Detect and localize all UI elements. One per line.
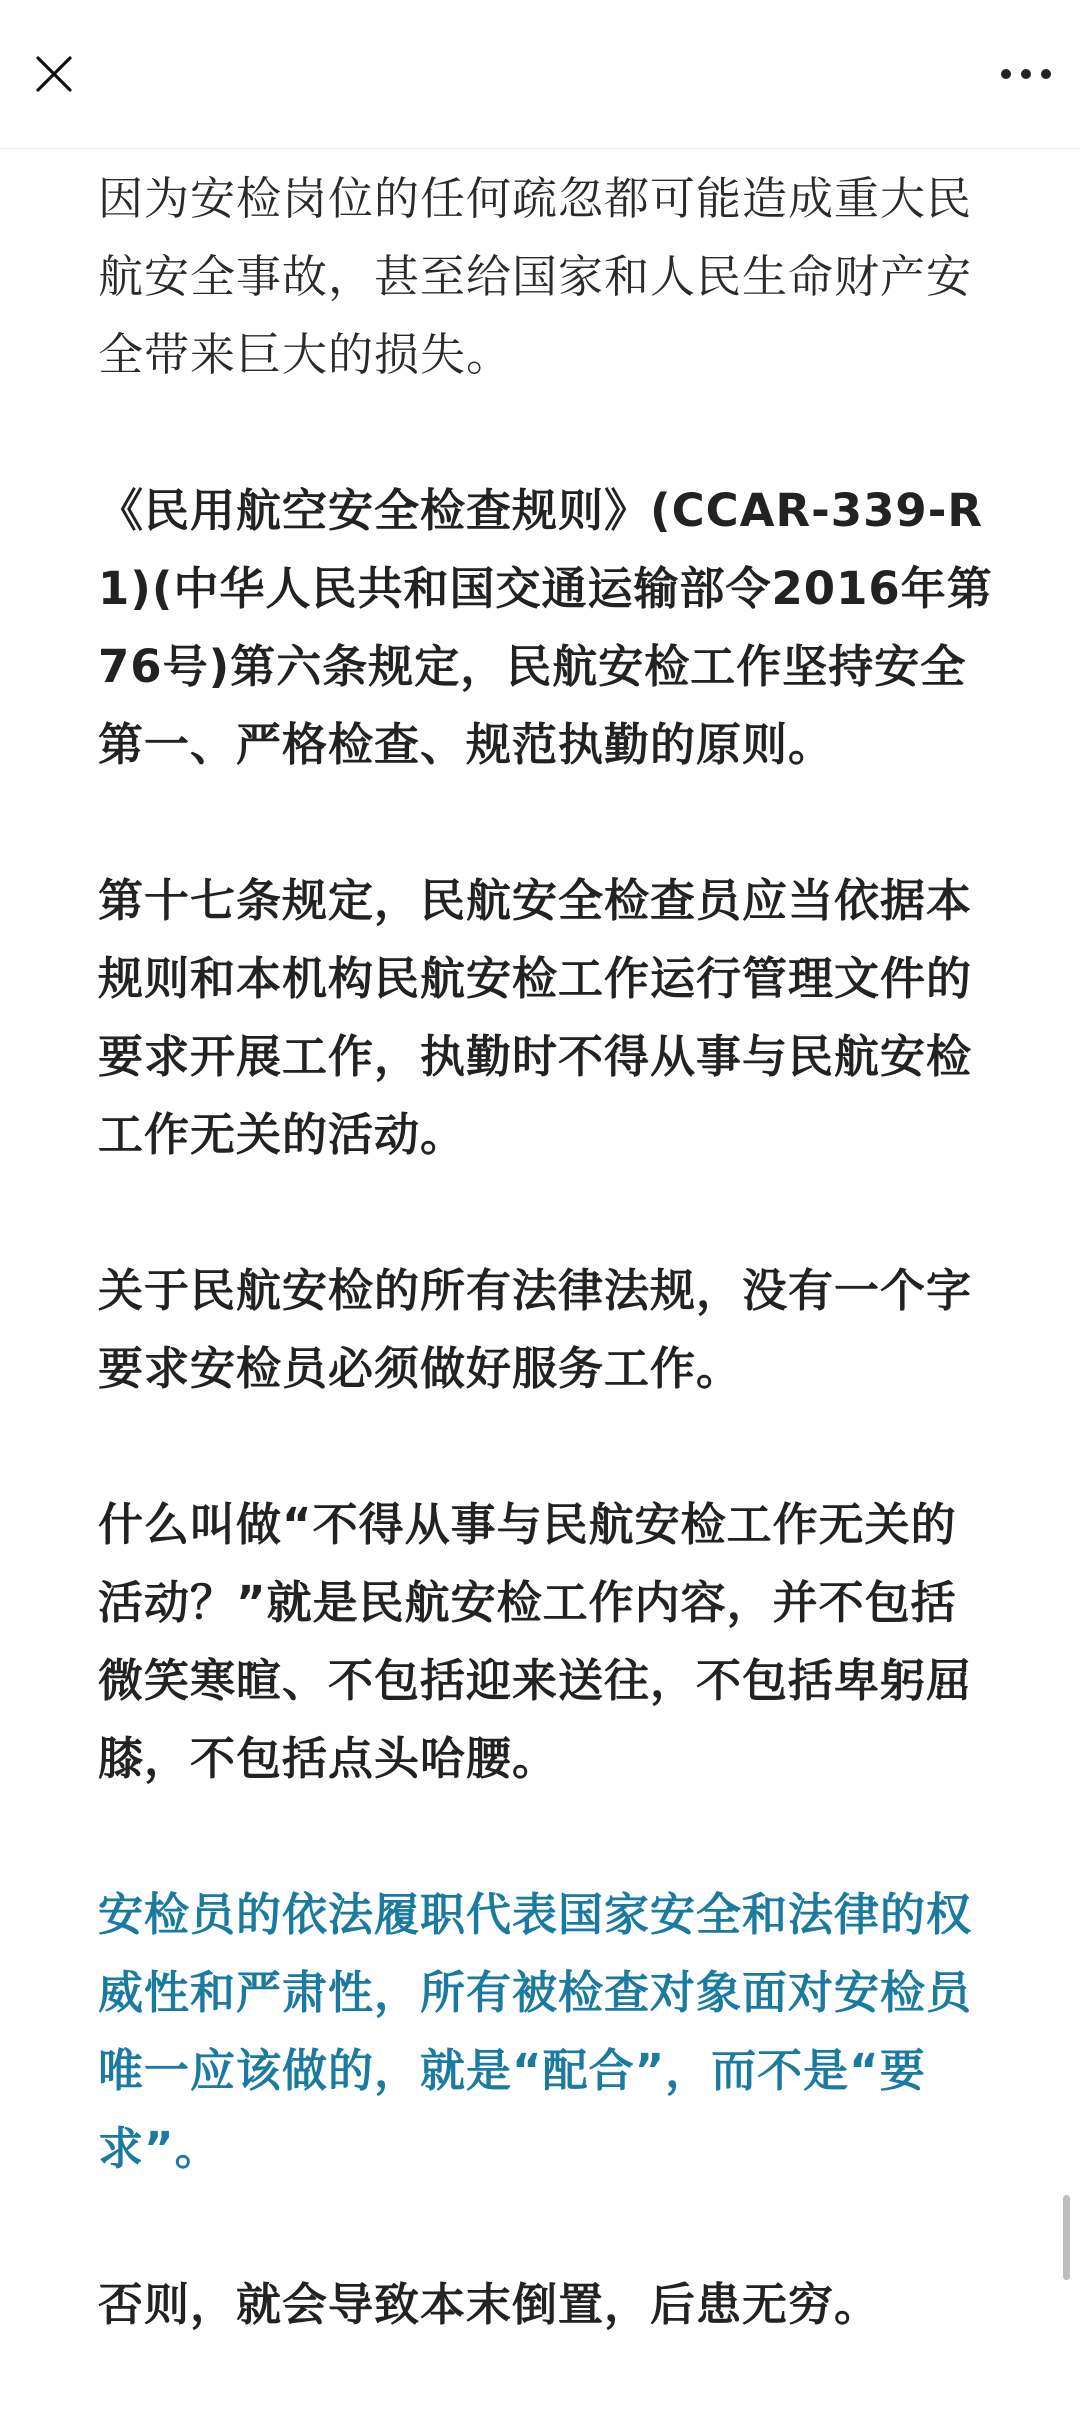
more-button[interactable]	[990, 38, 1062, 110]
scrollbar-thumb[interactable]	[1063, 2195, 1070, 2280]
paragraph: 什么叫做“不得从事与民航安检工作无关的活动？”就是民航安检工作内容，并不包括微笑寒暄、不包括迎来送往，不包括卑躬屈膝，不包括点头哈腰。	[98, 1498, 973, 1785]
paragraph: 关于民航安检的所有法律法规，没有一个字要求安检员必须做好服务工作。	[98, 1264, 973, 1395]
close-button[interactable]	[18, 38, 90, 110]
top-bar	[0, 0, 1080, 149]
paragraph: 因为安检岗位的任何疏忽都可能造成重大民航安全事故，甚至给国家和人民生命财产安全带来巨大的损失。	[98, 172, 973, 381]
paragraph: 《民用航空安全检查规则》(CCAR-339-R1)(中华人民共和国交通运输部令2016年第76号)第六条规定，民航安检工作坚持安全第一、严格检查、规范执勤的原则。	[98, 484, 993, 771]
paragraph: 否则，就会导致本末倒置，后患无穷。	[98, 2278, 881, 2331]
highlighted-paragraph: 安检员的依法履职代表国家安全和法律的权威性和严肃性，所有被检查对象面对安检员唯一应该做的，就是“配合”，而不是“要求”。	[98, 1888, 973, 2175]
close-icon	[34, 54, 74, 94]
more-icon	[998, 66, 1054, 82]
article-body	[98, 160, 998, 2422]
paragraph: 第十七条规定，民航安全检查员应当依据本规则和本机构民航安检工作运行管理文件的要求开展工作，执勤时不得从事与民航安检工作无关的活动。	[98, 874, 973, 1161]
